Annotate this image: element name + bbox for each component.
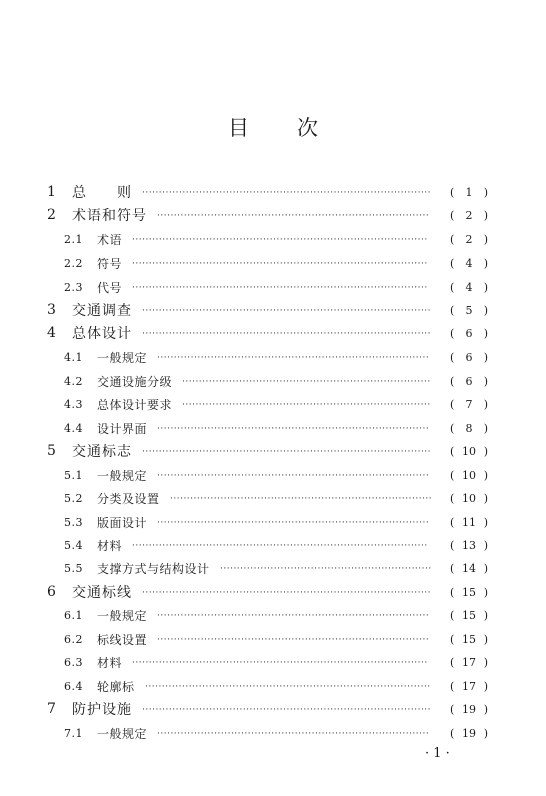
toc-page-reference: ( 17 ) [450,655,488,669]
toc-page-reference: ( 1 ) [450,185,488,199]
toc-entry-label: 交通调查 [72,303,132,319]
toc-leader-dots: ························································································ [132,283,428,293]
toc-page-number: 17 [462,679,476,693]
toc-entry-number: 4.1 [64,350,83,364]
toc-page-reference: ( 10 ) [450,491,488,505]
toc-entry-number: 6 [47,584,56,600]
toc-entry-number: 6.2 [64,632,83,646]
toc-leader-dots: ················································································· [157,635,430,645]
toc-leader-dots: ······················································································ [142,705,432,715]
toc-entry[interactable] [0,253,546,273]
toc-leader-dots: ························································································ [132,658,428,668]
toc-page-number: 5 [465,303,473,317]
toc-leader-dots: ······················································································ [142,306,432,316]
toc-page-number: 6 [465,326,473,340]
toc-leader-dots: ················································································· [157,611,430,621]
toc-page-number: 4 [465,280,473,294]
page-title [0,112,546,142]
toc-entry[interactable] [0,205,546,225]
toc-leader-dots: ······························································· [220,564,432,574]
toc-page-reference: ( 2 ) [450,232,488,246]
toc-entry-label: 支撑方式与结构设计 [97,561,210,576]
toc-entry-label: 设计界面 [97,421,148,436]
toc-entry[interactable] [0,418,546,438]
toc-page-number: 10 [462,468,476,482]
toc-leader-dots: ·········································································· [182,377,431,387]
toc-entry-label: 交通标志 [72,444,132,460]
toc-entry[interactable] [0,441,546,461]
toc-entry[interactable] [0,652,546,672]
toc-entry[interactable] [0,535,546,555]
toc-entry-label: 交通标线 [72,585,132,601]
toc-page-reference: ( 15 ) [450,585,488,599]
toc-entry[interactable] [0,605,546,625]
toc-leader-dots: ························································································ [132,259,428,269]
toc-leader-dots: ················································································· [157,424,430,434]
toc-leader-dots: ················································································· [157,471,430,481]
toc-leader-dots: ······················································································ [142,329,432,339]
toc-entry-label: 术语 [97,232,123,247]
toc-page-reference: ( 6 ) [450,326,488,340]
toc-entry-number: 2.3 [64,280,83,294]
toc-page-number: 15 [462,585,476,599]
toc-entry[interactable] [0,394,546,414]
toc-entry[interactable] [0,323,546,343]
toc-page-reference: ( 10 ) [450,444,488,458]
toc-entry-number: 6.1 [64,608,83,622]
toc-page-number: 10 [462,491,476,505]
toc-entry-number: 4.3 [64,397,83,411]
toc-page-reference: ( 14 ) [450,561,488,575]
toc-entry-number: 3 [47,302,56,318]
toc-entry[interactable] [0,371,546,391]
toc-page-reference: ( 2 ) [450,208,488,222]
toc-entry-number: 5.3 [64,515,83,529]
toc-entry[interactable] [0,300,546,320]
page-number-footer: · 1 · [425,746,450,761]
toc-entry-label: 防护设施 [72,702,132,718]
toc-entry-number: 2.2 [64,256,83,270]
toc-page-number: 19 [462,726,476,740]
toc-entry[interactable] [0,558,546,578]
toc-entry-label: 轮廓标 [97,679,135,694]
toc-page-number: 13 [462,538,476,552]
toc-entry[interactable] [0,699,546,719]
toc-leader-dots: ················································································· [157,353,430,363]
toc-entry[interactable] [0,676,546,696]
toc-page-reference: ( 7 ) [450,397,488,411]
toc-entry-label: 一般规定 [97,608,148,623]
toc-entry-label: 代号 [97,280,123,295]
toc-page-reference: ( 15 ) [450,632,488,646]
toc-leader-dots: ················································································· [157,211,430,221]
toc-leader-dots: ·········································································· [182,400,431,410]
toc-entry-label: 术语和符号 [72,208,147,224]
toc-leader-dots: ················································································· [157,518,430,528]
toc-page-reference: ( 6 ) [450,374,488,388]
toc-page-reference: ( 4 ) [450,280,488,294]
toc-leader-dots: ······················································································ [142,188,432,198]
toc-entry-label: 一般规定 [97,726,148,741]
toc-page-number: 8 [465,421,473,435]
toc-leader-dots: ·············································································· [170,494,433,504]
toc-page-number: 15 [462,632,476,646]
toc-leader-dots: ························································································ [132,235,428,245]
toc-page-reference: ( 19 ) [450,702,488,716]
toc-entry-number: 4.4 [64,421,83,435]
toc-page-number: 10 [462,444,476,458]
toc-entry-number: 6.4 [64,679,83,693]
toc-entry[interactable] [0,629,546,649]
toc-page-reference: ( 6 ) [450,350,488,364]
toc-page-reference: ( 15 ) [450,608,488,622]
toc-page-number: 19 [462,702,476,716]
title-char-2: 次 [297,116,318,140]
toc-page-number: 2 [465,232,473,246]
toc-page-number: 7 [465,397,473,411]
toc-page-number: 1 [465,185,473,199]
toc-entry-number: 4 [47,325,56,341]
toc-entry-label: 总体设计 [72,326,132,342]
toc-page-number: 6 [465,350,473,364]
toc-page-number: 11 [462,515,476,529]
toc-entry-number: 7 [47,701,56,717]
toc-leader-dots: ························································································ [132,541,428,551]
toc-entry-number: 2.1 [64,232,83,246]
toc-entry[interactable] [0,488,546,508]
toc-leader-dots: ······················································································ [142,447,432,457]
toc-entry-label: 标线设置 [97,632,148,647]
toc-leader-dots: ······················································································ [142,588,432,598]
toc-page-reference: ( 5 ) [450,303,488,317]
toc-entry-label: 符号 [97,256,123,271]
toc-entry[interactable] [0,229,546,249]
toc-page-reference: ( 8 ) [450,421,488,435]
toc-entry[interactable] [0,582,546,602]
toc-entry-label: 材料 [97,655,123,670]
toc-page-number: 4 [465,256,473,270]
title-char-1: 目 [228,116,249,140]
toc-entry-label: 分类及设置 [97,491,160,506]
toc-entry[interactable] [0,512,546,532]
toc-page-number: 6 [465,374,473,388]
toc-entry-number: 7.1 [64,726,83,740]
toc-entry-number: 5.5 [64,561,83,575]
toc-entry-number: 6.3 [64,655,83,669]
toc-entry-number: 5.4 [64,538,83,552]
toc-entry-number: 5.1 [64,468,83,482]
toc-page-reference: ( 17 ) [450,679,488,693]
toc-leader-dots: ····················································································· [145,682,431,692]
toc-entry-label: 总体设计要求 [97,397,173,412]
toc-page-reference: ( 11 ) [450,515,488,529]
toc-entry-label: 版面设计 [97,515,148,530]
toc-entry[interactable] [0,347,546,367]
toc-page-number: 2 [465,208,473,222]
toc-entry-number: 1 [47,184,56,200]
toc-entry-label: 一般规定 [97,468,148,483]
toc-entry-label: 交通设施分级 [97,374,173,389]
toc-entry-number: 5 [47,443,56,459]
toc-entry[interactable] [0,465,546,485]
toc-entry[interactable] [0,277,546,297]
toc-entry-number: 2 [47,207,56,223]
toc-page-reference: ( 19 ) [450,726,488,740]
toc-entry-number: 5.2 [64,491,83,505]
toc-page-reference: ( 4 ) [450,256,488,270]
toc-page-number: 14 [462,561,476,575]
toc-page-reference: ( 10 ) [450,468,488,482]
toc-entry-label: 总 则 [72,185,132,201]
toc-entry-label: 一般规定 [97,350,148,365]
toc-page-number: 15 [462,608,476,622]
toc-entry-number: 4.2 [64,374,83,388]
toc-page-reference: ( 13 ) [450,538,488,552]
toc-leader-dots: ················································································· [157,729,430,739]
toc-entry[interactable] [0,723,546,743]
toc-entry[interactable] [0,182,546,202]
toc-page-number: 17 [462,655,476,669]
toc-entry-label: 材料 [97,538,123,553]
